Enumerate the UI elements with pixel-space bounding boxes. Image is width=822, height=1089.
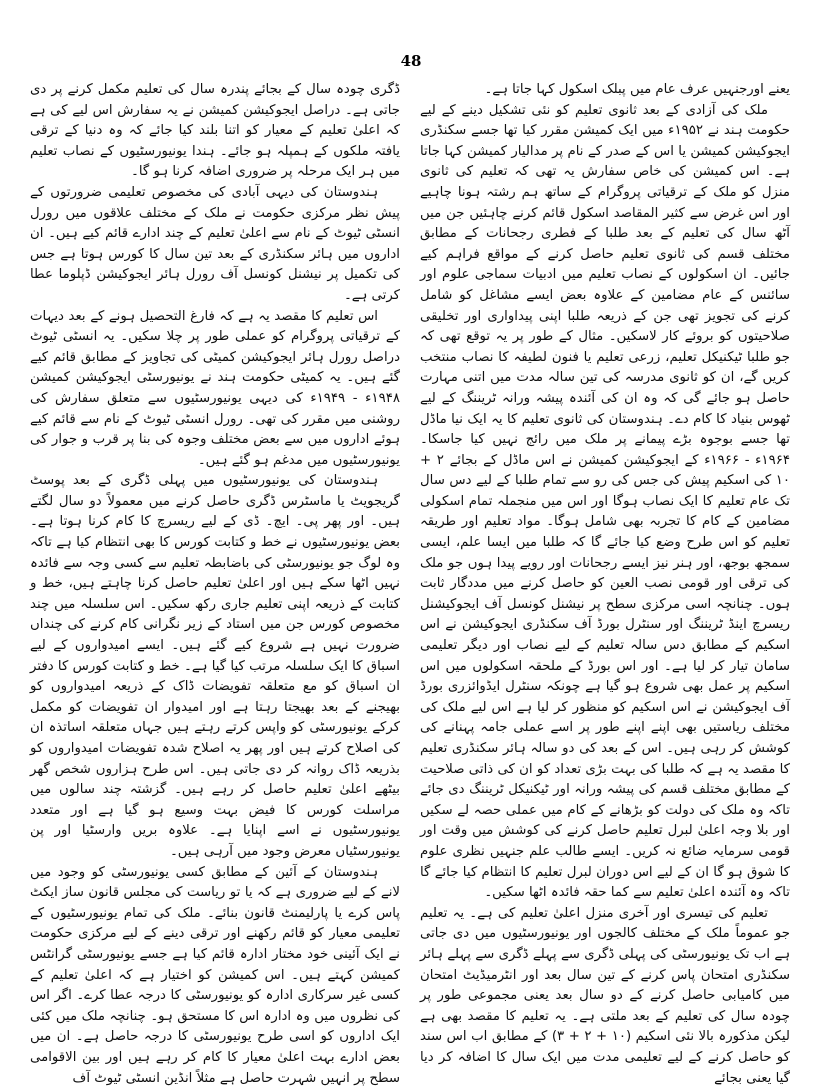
paragraph: اس تعلیم کا مقصد یہ ہے کہ فارغ التحصیل ہونے کے بعد دیہات کے ترقیاتی پروگرام کو عملی طور پر چلا سکیں۔ یہ انسٹی ٹیوٹ دراصل رورل ہائر ایجوکیشن کمیٹی کی تجاویز کے مطابق قائم کیے گئے ہیں۔ یہ کمیٹی حکومت ہند نے یونیورسٹی ایجوکیشن کمیشن ۱۹۴۸ء - ۱۹۴۹ء کی دیہی یونیورسٹیوں سے متعلق سفارش کی روشنی میں مقرر کی تھی۔ رورل انسٹی ٹیوٹ کے نام سے قائم کیے ہوئے اداروں میں سے بعض مختلف وجوہ کی بنا پر قرب و جوار کی یونیورسٹیوں میں مدغم ہو گئے ہیں۔ (30, 308, 400, 468)
paragraph: یعنے اورجنہیں عرف عام میں پبلک اسکول کہا جاتا ہے۔ (484, 82, 790, 97)
paragraph: ڈگری چودہ سال کے بجائے پندرہ سال کی تعلیم مکمل کرنے پر دی جاتی ہے۔ دراصل ایجوکیشن کمیشن نے یہ سفارش اس لیے کی ہے کہ اعلیٰ تعلیم کے معیار کو اتنا بلند کیا جائے کہ وہ دنیا کے ترقی یافتہ ملکوں کے ہمپلہ ہو جائے۔ ہندا یونیورسٹیوں کے نصاب تعلیم میں ہر ایک مرحلہ پر ضروری اضافہ کرنا ہو گا۔ (30, 82, 400, 180)
paragraph: ہندوستان کے آئین کے مطابق کسی یونیورسٹی کو وجود میں لانے کے لیے ضروری ہے کہ یا تو ریاست کی مجلس قانون ساز ایکٹ پاس کرے یا پارلیمنٹ قانون بنائے۔ ملک کی تمام یونیورسٹیوں کے تعلیمی معیار کو قائم رکھنے اور ترقی دینے کے لیے مرکزی حکومت نے ایک آئینی خود مختار ادارہ قائم کیا ہے جسے یونیورسٹی گرانٹس کمیشن کہتے ہیں۔ اس کمیشن کو اختیار ہے کہ اعلیٰ تعلیم کے کسی غیر سرکاری ادارہ کو یونیورسٹی کا درجہ عطا کرے۔ اگر اس کی نظروں میں وہ ادارہ اس کا مستحق ہو۔ چنانچہ ملک میں کئی ایک اداروں کو اسی طرح یونیورسٹی کا درجہ حاصل ہے۔ ان میں بعض ادارے بہت اعلیٰ معیار کا کام کر رہے ہیں اور بین الاقوامی سطح پر انہیں شہرت حاصل ہے مثلاً انڈین انسٹی ٹیوٹ آف (30, 864, 400, 1086)
paragraph: ہندوستان کی دیہی آبادی کی مخصوص تعلیمی ضرورتوں کے پیش نظر مرکزی حکومت نے ملک کے مختلف علاقوں میں رورل انسٹی ٹیوٹ کے نام سے اعلیٰ تعلیم کے چند ادارے قائم کیے ہیں۔ ان اداروں میں ہائر سکنڈری کے بعد تین سال کا کورس ہوتا ہے جس کی تکمیل پر نیشنل کونسل آف رورل ہائر ایجوکیشن ڈپلوما عطا کرتی ہے۔ (30, 184, 400, 303)
page-number: 48 (400, 52, 422, 70)
right-column (420, 80, 790, 1086)
paragraph: ملک کی آزادی کے بعد ثانوی تعلیم کو نئی تشکیل دینے کے لیے حکومت ہند نے ۱۹۵۲ء میں ایک کمیشن مقرر کیا تھا جسے سکنڈری ایجوکیشن کمیشن یا اس کے صدر کے نام پر مدالیار کمیشن کہا جاتا ہے۔ اس کمیشن کی خاص سفارش یہ تھی کہ تعلیم کی ثانوی منزل کو ملک کے ترقیاتی پروگرام کے ساتھ ہم رشتہ ہونا چاہیے اور اس غرض سے کثیر المقاصد اسکول قائم کرنے چاہئیں جن میں آٹھ سال کی تعلیم کے بعد طلبا کے فطری رجحانات کے مطابق مختلف قسم کی ثانوی تعلیم حاصل کرنے کے مواقع فراہم کیے جائیں۔ ان اسکولوں کے نصاب تعلیم میں ادبیات سماجی علوم اور سائنس کے عام مضامین کے علاوہ بعض ایسے مشاغل کو شامل کرنے کی تجویز تھی جن کے ذریعہ طلبا اپنی پیداواری اور تخلیقی صلاحیتوں کو بروئے کار لاسکیں۔ مثال کے طور پر یہ توقع تھی کہ جو طلبا ٹیکنیکل تعلیم، زرعی تعلیم یا فنون لطیفہ کا نصاب منتخب کریں گے، ان کو ثانوی مدرسہ کی تین سالہ مدت میں اتنی مہارت حاصل ہو جائے گی کہ وہ ان کی آئندہ پیشہ ورانہ ٹریننگ کے لیے ٹھوس بنیاد کا کام دے۔ ہندوستان کی ثانوی تعلیم کا یہ ایک نیا ماڈل تھا جسے بوجوہ بڑے پیمانے پر ملک میں رائج نہیں کیا جاسکا۔ ۱۹۶۴ء - ۱۹۶۶ء کے ایجوکیشن کمیشن نے اس ماڈل کے بجائے ۲ + ۱۰ کی اسکیم پیش کی جس کی رو سے تمام طلبا کے لیے دس سال تک عام تعلیم کا ایک نصاب ہوگا اور اس میں منجملہ تمام اسکولی مضامین کے کام کا تجربہ بھی شامل ہوگا۔ مواد تعلیم اور طریقہ تعلیم کو اس طرح وضع کیا جائے گا کہ طلبا میں ایسا علم، ایسی سمجھ بوجھ، اور ہنر نیز ایسے رجحانات اور رویے پیدا ہوں جو ملک کی ترقی اور قومی نصب العین کو حاصل کرنے میں مددگار ثابت ہوں۔ چنانچہ اسی مرکزی سطح پر نیشنل کونسل آف ایجوکیشنل ریسرچ اینڈ ٹریننگ اور سنٹرل بورڈ آف سکنڈری ایجوکیشن نے اس اسکیم کے مطابق دس سالہ تعلیم کے لیے نصاب اور دیگر تعلیمی سامان تیار کر لیا ہے۔ اور اس بورڈ کے ملحقہ اسکولوں میں اس اسکیم پر عمل بھی شروع ہو گیا ہے چونکہ سنٹرل ایڈوائزری بورڈ آف ایجوکیشن نے اس اسکیم کو منظور کر لیا ہے اس لیے ملک کی مختلف ریاستیں بھی اپنے اپنے طور پر اسے عملی جامہ پہنانے کی کوشش کر رہی ہیں۔ اس کے بعد کی دو سالہ ہائر سکنڈری تعلیم کا مقصد یہ ہے کہ طلبا کی بہت بڑی تعداد کو ان کی ذاتی صلاحیت کے مطابق مختلف قسم کی پیشہ ورانہ اور ٹیکنیکل ٹریننگ دی جائے تاکہ وہ ملک کی دولت کو بڑھانے کے کام میں عملی حصہ لے سکیں اور بلا وجہ اعلیٰ لبرل تعلیم حاصل کرنے کی کوشش میں وقت اور قومی سرمایہ ضائع نہ کریں۔ ایسے طالب علم جنہیں نظری علوم کا شوق ہو گا ان کے لیے اس دوران لبرل تعلیم کا انتظام کیا جائے گا تاکہ وہ آئندہ اعلیٰ تعلیم سے کما حقہ فائدہ اٹھا سکیں۔ (420, 102, 790, 901)
paragraph: ہندوستان کی یونیورسٹیوں میں پہلی ڈگری کے بعد پوسٹ گریجویٹ یا ماسٹرس ڈگری حاصل کرنے میں معمولاً دو سال لگتے ہیں۔ اور پھر پی۔ ایچ۔ ڈی کے لیے ریسرچ کا کام کرنا ہوتا ہے۔ بعض یونیورسٹیوں نے خط و کتابت کورس کا بھی انتظام کیا ہے تاکہ وہ لوگ جو یونیورسٹی کی باضابطہ تعلیم سے کسی وجہ سے فائدہ نہیں اٹھا سکے ہیں اور اعلیٰ تعلیم حاصل کرنا چاہتے ہیں، خط و کتابت کے ذریعہ اپنی تعلیم جاری رکھ سکیں۔ اس سلسلہ میں چند مخصوص کورس جن میں استاد کے زیر نگرانی کام کرنے کی چنداں ضرورت نہیں ہے شروع کیے گئے ہیں۔ ایسے امیدواروں کے لیے اسباق کا ایک سلسلہ مرتب کیا گیا ہے۔ خط و کتابت کورس کا دفتر ان اسباق کو مع متعلقہ تفویضات ڈاک کے ذریعہ امیدواروں کو بھیجنے کے بعد بھیجتا رہتا ہے اور امیدوار ان تفویضات کو مکمل کرکے یونیورسٹی کو واپس کرتے رہتے ہیں جہاں متعلقہ اساتذہ ان کی اصلاح کرتے ہیں اور پھر یہ اصلاح شدہ تفویضات امیدواروں کو بذریعہ ڈاک روانہ کر دی جاتی ہیں۔ اس طرح ہزاروں شخص گھر بیٹھے اعلیٰ تعلیم حاصل کر رہے ہیں۔ گزشتہ چند سالوں میں مراسلت کورس کا فیض بہت وسیع ہو گیا ہے اور متعدد یونیورسٹیوں نے اسے اپنایا ہے۔ علاوہ بریں وارسٹیا اور پن یونیورسٹیاں معرض وجود میں آرہی ہیں۔ (30, 473, 400, 859)
paragraph: تعلیم کی تیسری اور آخری منزل اعلیٰ تعلیم کی ہے۔ یہ تعلیم جو عموماً ملک کے مختلف کالجوں اور یونیورسٹیوں میں دی جاتی ہے اب تک یونیورسٹی کی پہلی ڈگری سے پہلے ڈگری سے پہلے ہائر سکنڈری امتحان پاس کرنے کے تین سال بعد اور انٹرمیڈیٹ امتحان میں کامیابی حاصل کرنے کے دو سال بعد یعنی مجموعی طور پر چودہ سال کی تعلیم کے بعد ملتی ہے۔ یہ تعلیم کا مقصد بھی ہے لیکن مذکورہ بالا نئی اسکیم (۱۰ + ۲ + ۳) کے مطابق اب اس سند کو حاصل کرنے کے لیے تعلیمی مدت میں ایک سال کا اضافہ کر دیا گیا یعنی بجائے (420, 905, 790, 1086)
left-column (30, 80, 400, 1086)
